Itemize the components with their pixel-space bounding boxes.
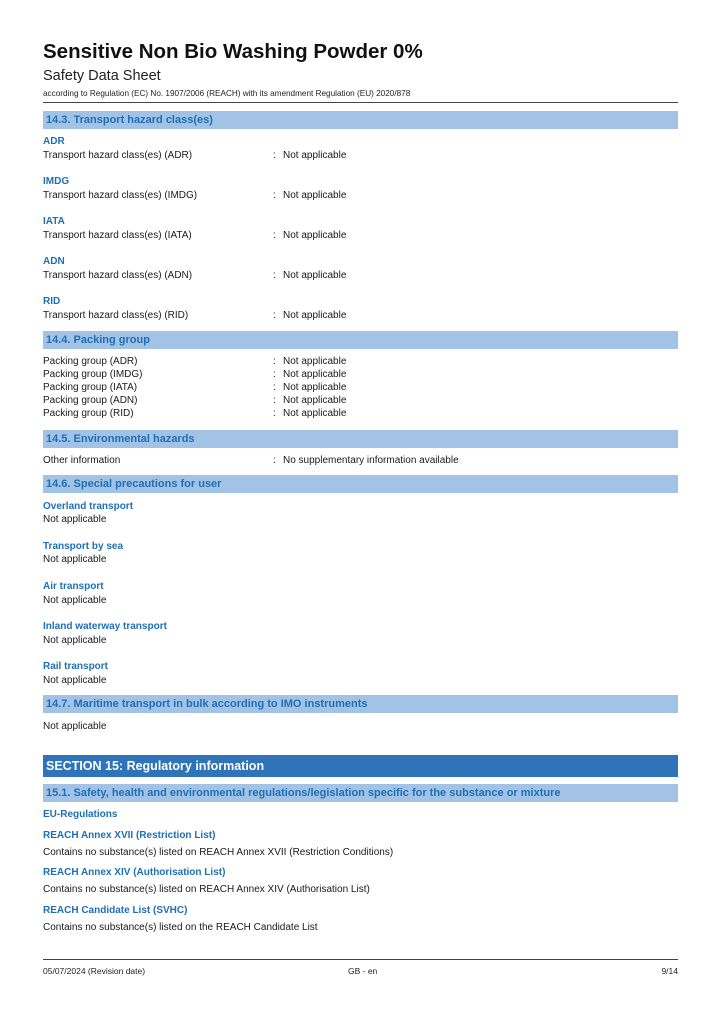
- row-colon: :: [273, 369, 276, 380]
- row-value: Not applicable: [283, 382, 347, 393]
- reach-annex-xvii-text: Contains no substance(s) listed on REACH Annex XVII (Restriction Conditions): [43, 847, 394, 858]
- footer-divider: [43, 959, 678, 960]
- row-colon: :: [273, 270, 276, 281]
- row-label: Other information: [43, 455, 121, 466]
- overland-transport-title: Overland transport: [43, 501, 134, 512]
- row-colon: :: [273, 356, 276, 367]
- row-colon: :: [273, 395, 276, 406]
- eu-regulations-title: EU-Regulations: [43, 809, 118, 820]
- imdg-title: IMDG: [43, 176, 70, 187]
- environmental-hazards-row: [43, 455, 678, 468]
- section-14-3-heading: 14.3. Transport hazard class(es): [43, 111, 678, 129]
- air-transport-title: Air transport: [43, 581, 104, 592]
- row-label: Packing group (RID): [43, 408, 134, 419]
- reach-candidate-list-title: REACH Candidate List (SVHC): [43, 905, 188, 916]
- reach-candidate-list-text: Contains no substance(s) listed on the REACH Candidate List: [43, 922, 318, 933]
- section-15-heading: SECTION 15: Regulatory information: [43, 755, 678, 777]
- adr-title: ADR: [43, 136, 65, 147]
- row-label: Transport hazard class(es) (IATA): [43, 230, 192, 241]
- transport-by-sea-title: Transport by sea: [43, 541, 124, 552]
- inland-waterway-title: Inland waterway transport: [43, 621, 167, 632]
- imdg-hazard-row: [43, 190, 678, 203]
- row-value: Not applicable: [283, 369, 347, 380]
- reach-annex-xiv-text: Contains no substance(s) listed on REACH Annex XIV (Authorisation List): [43, 884, 370, 895]
- row-label: Packing group (IMDG): [43, 369, 143, 380]
- row-label: Transport hazard class(es) (ADN): [43, 270, 193, 281]
- row-colon: :: [273, 455, 276, 466]
- footer-language: GB - en: [348, 966, 378, 976]
- footer-page-number: 9/14: [661, 966, 678, 976]
- inland-waterway-text: Not applicable: [43, 635, 107, 646]
- section-15-1-heading: 15.1. Safety, health and environmental regulations/legislation specific for the substance or mixture: [43, 784, 678, 802]
- row-colon: :: [273, 408, 276, 419]
- row-colon: :: [273, 190, 276, 201]
- row-colon: :: [273, 310, 276, 321]
- regulation-note: according to Regulation (EC) No. 1907/2006 (REACH) with its amendment Regulation (EU) 2020/878: [43, 89, 411, 98]
- reach-annex-xvii-title: REACH Annex XVII (Restriction List): [43, 830, 216, 841]
- rid-hazard-row: [43, 310, 678, 323]
- row-value: Not applicable: [283, 190, 347, 201]
- row-value: Not applicable: [283, 150, 347, 161]
- row-value: Not applicable: [283, 356, 347, 367]
- iata-hazard-row: [43, 230, 678, 243]
- rid-title: RID: [43, 296, 61, 307]
- packing-group-row-rid: [43, 408, 678, 421]
- rail-transport-text: Not applicable: [43, 675, 107, 686]
- section-14-6-heading: 14.6. Special precautions for user: [43, 475, 678, 493]
- reach-annex-xiv-title: REACH Annex XIV (Authorisation List): [43, 867, 226, 878]
- header-divider: [43, 102, 678, 103]
- packing-group-row-iata: [43, 382, 678, 395]
- iata-title: IATA: [43, 216, 65, 227]
- packing-group-row-imdg: [43, 369, 678, 382]
- adn-title: ADN: [43, 256, 65, 267]
- row-value: Not applicable: [283, 408, 347, 419]
- row-value: Not applicable: [283, 310, 347, 321]
- document-title: Sensitive Non Bio Washing Powder 0%: [43, 40, 423, 63]
- row-value: Not applicable: [283, 230, 347, 241]
- overland-transport-text: Not applicable: [43, 514, 107, 525]
- adr-hazard-row: [43, 150, 678, 163]
- air-transport-text: Not applicable: [43, 595, 107, 606]
- row-value: No supplementary information available: [283, 455, 459, 466]
- section-14-4-heading: 14.4. Packing group: [43, 331, 678, 349]
- transport-by-sea-text: Not applicable: [43, 554, 107, 565]
- row-label: Packing group (ADN): [43, 395, 138, 406]
- row-colon: :: [273, 382, 276, 393]
- packing-group-row-adr: [43, 356, 678, 369]
- row-label: Packing group (IATA): [43, 382, 138, 393]
- rail-transport-title: Rail transport: [43, 661, 109, 672]
- document-subtitle: Safety Data Sheet: [43, 68, 161, 84]
- bulk-transport-text: Not applicable: [43, 721, 107, 732]
- row-label: Packing group (ADR): [43, 356, 138, 367]
- row-colon: :: [273, 150, 276, 161]
- packing-group-row-adn: [43, 395, 678, 408]
- row-colon: :: [273, 230, 276, 241]
- row-value: Not applicable: [283, 270, 347, 281]
- row-label: Transport hazard class(es) (ADR): [43, 150, 193, 161]
- section-14-7-heading: 14.7. Maritime transport in bulk according to IMO instruments: [43, 695, 678, 713]
- row-value: Not applicable: [283, 395, 347, 406]
- footer-revision-date: 05/07/2024 (Revision date): [43, 966, 146, 976]
- section-14-5-heading: 14.5. Environmental hazards: [43, 430, 678, 448]
- row-label: Transport hazard class(es) (IMDG): [43, 190, 198, 201]
- document-page: [43, 0, 678, 1018]
- adn-hazard-row: [43, 270, 678, 283]
- row-label: Transport hazard class(es) (RID): [43, 310, 189, 321]
